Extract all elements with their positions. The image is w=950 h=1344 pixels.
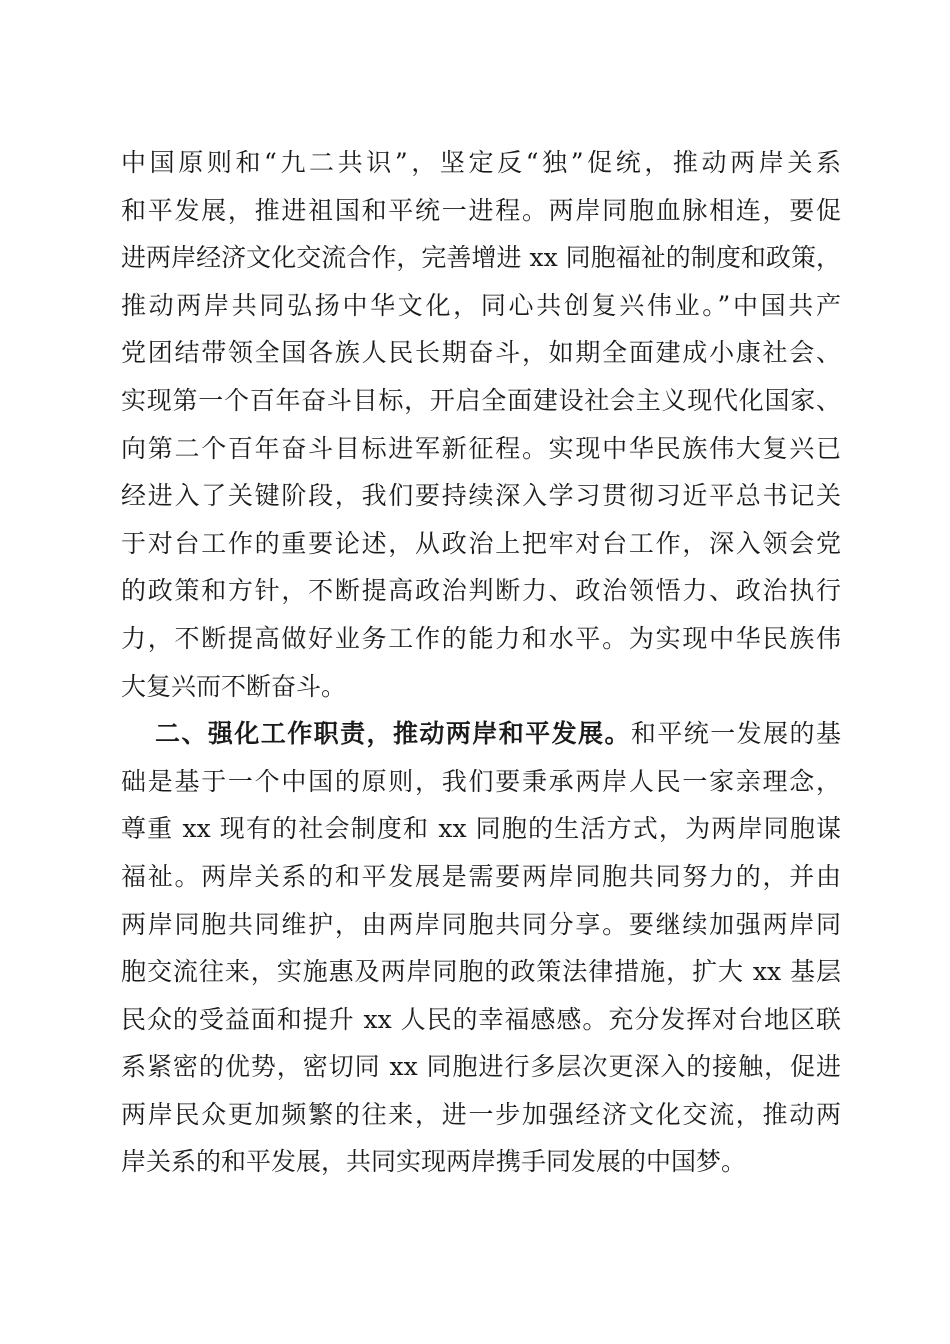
paragraph-line: 进两岸经济文化交流合作，完善增进 xx 同胞福祉的制度和政策，: [121, 243, 841, 273]
paragraph-line: 胞交流往来，实施惠及两岸同胞的政策法律措施，扩大 xx 基层: [121, 957, 841, 987]
paragraph-line: 大复兴而不断奋斗。: [121, 671, 347, 701]
heading-line-text: 和平统一发展的基: [630, 719, 841, 749]
paragraph-line: 党团结带领全国各族人民长期奋斗，如期全面建成小康社会、: [121, 338, 841, 368]
paragraph-first-line: [121, 710, 841, 758]
paragraph-line: 两岸同胞共同维护，由两岸同胞共同分享。要继续加强两岸同: [121, 909, 841, 939]
paragraph-line: 岸关系的和平发展，共同实现两岸携手同发展的中国梦。: [121, 1147, 747, 1177]
paragraph-line: 础是基于一个中国的原则，我们要秉承两岸人民一家亲理念，: [121, 766, 841, 796]
body-text: [121, 139, 841, 1186]
paragraph-line: 推动两岸共同弘扬中华文化，同心共创复兴伟业。”中国共产: [121, 290, 841, 320]
paragraph-line: 的政策和方针，不断提高政治判断力、政治领悟力、政治执行: [121, 576, 841, 606]
paragraph-line: 两岸民众更加频繁的往来，进一步加强经济文化交流，推动两: [121, 1099, 841, 1129]
paragraph-line: 实现第一个百年奋斗目标，开启全面建设社会主义现代化国家、: [121, 385, 841, 415]
paragraph-line: 向第二个百年奋斗目标进军新征程。实现中华民族伟大复兴已: [121, 433, 841, 463]
paragraph-line: 经进入了关键阶段，我们要持续深入学习贯彻习近平总书记关: [121, 481, 841, 511]
paragraph-line: 民众的受益面和提升 xx 人民的幸福感感。充分发挥对台地区联: [121, 1004, 841, 1034]
section-heading: 二、强化工作职责，推动两岸和平发展。: [155, 719, 631, 749]
paragraph-line: 福祉。两岸关系的和平发展是需要两岸同胞共同努力的，并由: [121, 861, 841, 891]
paragraph-line: 于对台工作的重要论述，从政治上把牢对台工作，深入领会党: [121, 528, 841, 558]
paragraph-2: [121, 710, 841, 1186]
paragraph-1: [121, 139, 841, 710]
paragraph-line: 中国原则和“九二共识”，坚定反“独”促统，推动两岸关系: [121, 148, 841, 177]
paragraph-line: 尊重 xx 现有的社会制度和 xx 同胞的生活方式，为两岸同胞谋: [121, 814, 841, 844]
paragraph-line: 和平发展，推进祖国和平统一进程。两岸同胞血脉相连，要促: [121, 195, 841, 225]
paragraph-line: 力，不断提高做好业务工作的能力和水平。为实现中华民族伟: [121, 623, 841, 653]
paragraph-line: 系紧密的优势，密切同 xx 同胞进行多层次更深入的接触，促进: [121, 1052, 841, 1082]
